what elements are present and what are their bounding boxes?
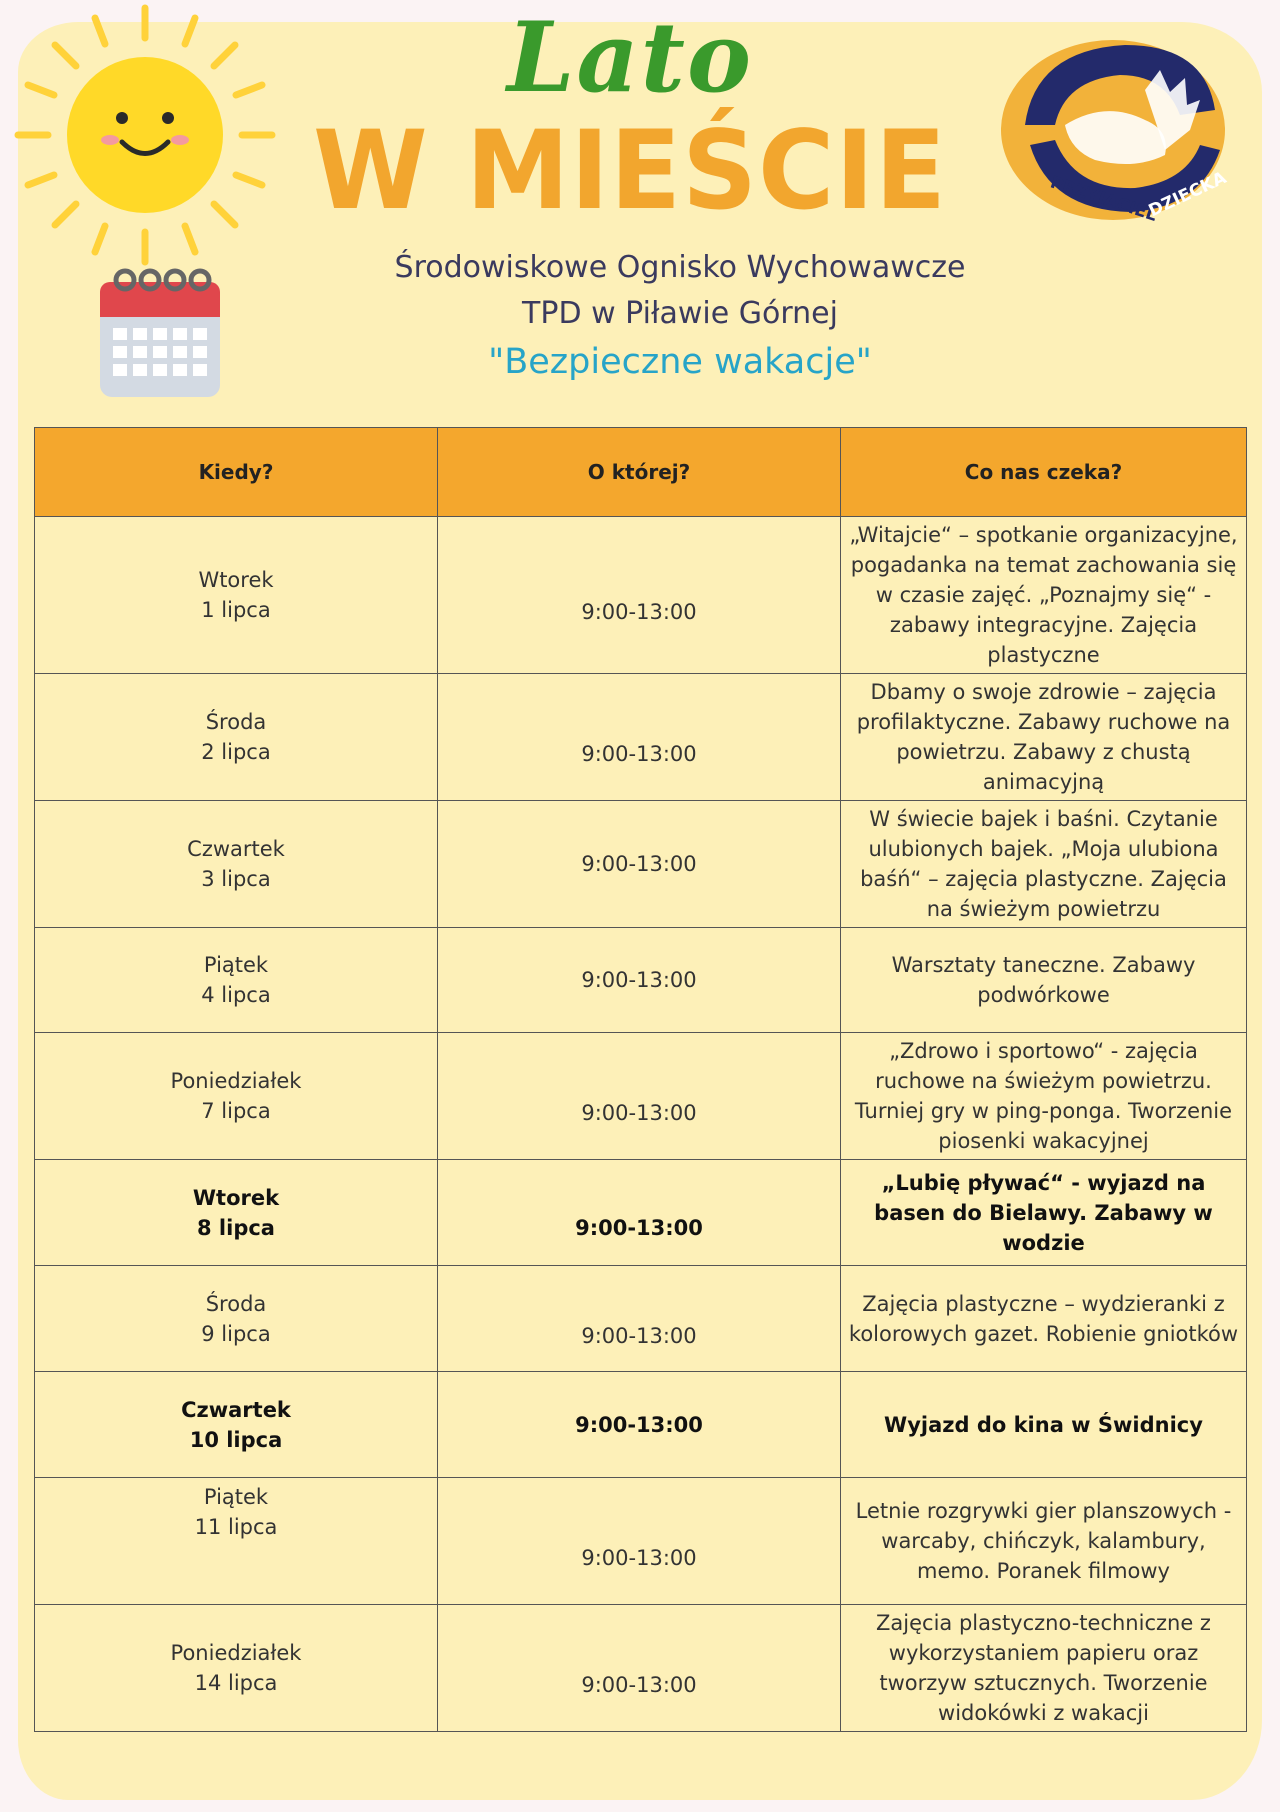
day-date: 4 lipca	[201, 983, 271, 1007]
day-cell	[35, 1033, 438, 1160]
time-value: 9:00-13:00	[581, 1323, 697, 1348]
subtitle-organization: Środowiskowe Ognisko Wychowawcze	[394, 250, 966, 285]
time-value: 9:00-13:00	[575, 1215, 703, 1240]
time-value: 9:00-13:00	[581, 968, 697, 992]
schedule-table	[34, 427, 1247, 1732]
day-date: 8 lipca	[197, 1215, 275, 1240]
header-activity: Co nas czeka?	[841, 428, 1247, 517]
time-cell	[438, 1478, 841, 1605]
day-date: 14 lipca	[194, 1671, 278, 1695]
day-name: Piątek	[203, 1485, 269, 1509]
time-cell	[438, 928, 841, 1033]
time-cell	[438, 1605, 841, 1732]
time-cell	[438, 1372, 841, 1478]
table-row	[35, 1372, 1247, 1478]
day-cell	[35, 1372, 438, 1478]
day-name: Czwartek	[181, 1397, 291, 1422]
day-cell	[35, 928, 438, 1033]
table-row	[35, 1033, 1247, 1160]
activity-cell: Zajęcia plastyczne – wydzieranki z kolorowych gazet. Robienie gniotków	[841, 1266, 1247, 1372]
time-cell	[438, 674, 841, 801]
time-value: 9:00-13:00	[581, 600, 697, 624]
time-value: 9:00-13:00	[581, 1546, 697, 1570]
table-row	[35, 1478, 1247, 1605]
time-value: 9:00-13:00	[581, 1101, 697, 1125]
day-date: 1 lipca	[201, 598, 271, 622]
time-cell	[438, 801, 841, 928]
table-row	[35, 1160, 1247, 1266]
time-cell	[438, 517, 841, 674]
day-name: Środa	[205, 1291, 267, 1316]
day-name: Poniedziałek	[170, 1641, 302, 1665]
day-name: Poniedziałek	[170, 1069, 302, 1093]
activity-cell: „Lubię pływać“ - wyjazd na basen do Bielawy. Zabawy w wodzie	[841, 1160, 1247, 1266]
title-lato: Lato	[506, 1, 754, 114]
day-name: Wtorek	[198, 568, 274, 592]
day-date: 2 lipca	[201, 740, 271, 764]
table-row	[35, 1605, 1247, 1732]
time-value: 9:00-13:00	[575, 1412, 703, 1437]
table-row	[35, 928, 1247, 1033]
day-cell	[35, 1478, 438, 1605]
subtitle-location: TPD w Piławie Górnej	[522, 296, 838, 331]
sun-icon	[10, 0, 280, 270]
header-when: Kiedy?	[35, 428, 438, 517]
time-cell	[438, 1033, 841, 1160]
day-name: Piątek	[203, 953, 269, 977]
activity-cell: Dbamy o swoje zdrowie – zajęcia profilaktyczne. Zabawy ruchowe na powietrzu. Zabawy z chustą animacyjną	[841, 674, 1247, 801]
day-name: Wtorek	[192, 1185, 280, 1210]
table-row	[35, 1266, 1247, 1372]
table-header-row	[35, 428, 1247, 517]
activity-cell: W świecie bajek i baśni. Czytanie ulubionych bajek. „Moja ulubiona baśń“ – zajęcia plastyczne. Zajęcia na świeżym powietrzu	[841, 801, 1247, 928]
logo-text-left: PRZYJACIEL	[1047, 172, 1160, 226]
tagline: "Bezpieczne wakacje"	[488, 342, 872, 382]
day-date: 9 lipca	[201, 1321, 271, 1346]
calendar-icon	[95, 262, 225, 402]
day-date: 3 lipca	[201, 867, 271, 891]
day-cell	[35, 674, 438, 801]
day-date: 7 lipca	[201, 1099, 271, 1123]
day-cell	[35, 1266, 438, 1372]
activity-cell: Warsztaty taneczne. Zabawy podwórkowe	[841, 928, 1247, 1033]
day-cell	[35, 1160, 438, 1266]
day-cell	[35, 517, 438, 674]
activity-cell: „Zdrowo i sportowo“ - zajęcia ruchowe na świeżym powietrzu. Turniej gry w ping-ponga. Tworzenie piosenki wakacyjnej	[841, 1033, 1247, 1160]
time-value: 9:00-13:00	[581, 742, 697, 766]
header-time: O której?	[438, 428, 841, 517]
day-cell	[35, 1605, 438, 1732]
day-date: 10 lipca	[189, 1427, 283, 1452]
time-cell	[438, 1266, 841, 1372]
table-row	[35, 801, 1247, 928]
day-date: 11 lipca	[194, 1515, 278, 1539]
title-w-miescie: W MIEŚCIE	[312, 105, 948, 235]
logo-text-right: DZIECKA	[1145, 167, 1230, 222]
activity-cell: „Witajcie“ – spotkanie organizacyjne, pogadanka na temat zachowania się w czasie zajęć. „Poznajmy się“ - zabawy integracyjne. Zajęcia plastyczne	[841, 517, 1247, 674]
table-row	[35, 674, 1247, 801]
table-row	[35, 517, 1247, 674]
time-value: 9:00-13:00	[581, 852, 697, 876]
logo-emblem	[995, 30, 1235, 230]
time-cell	[438, 1160, 841, 1266]
day-cell	[35, 801, 438, 928]
time-value: 9:00-13:00	[581, 1673, 697, 1697]
day-name: Środa	[205, 710, 267, 734]
activity-cell: Letnie rozgrywki gier planszowych - warcaby, chińczyk, kalambury, memo. Poranek filmowy	[841, 1478, 1247, 1605]
activity-cell: Wyjazd do kina w Świdnicy	[841, 1372, 1247, 1478]
activity-cell: Zajęcia plastyczno-techniczne z wykorzystaniem papieru oraz tworzyw sztucznych. Tworzenie widokówki z wakacji	[841, 1605, 1247, 1732]
day-name: Czwartek	[187, 837, 285, 861]
